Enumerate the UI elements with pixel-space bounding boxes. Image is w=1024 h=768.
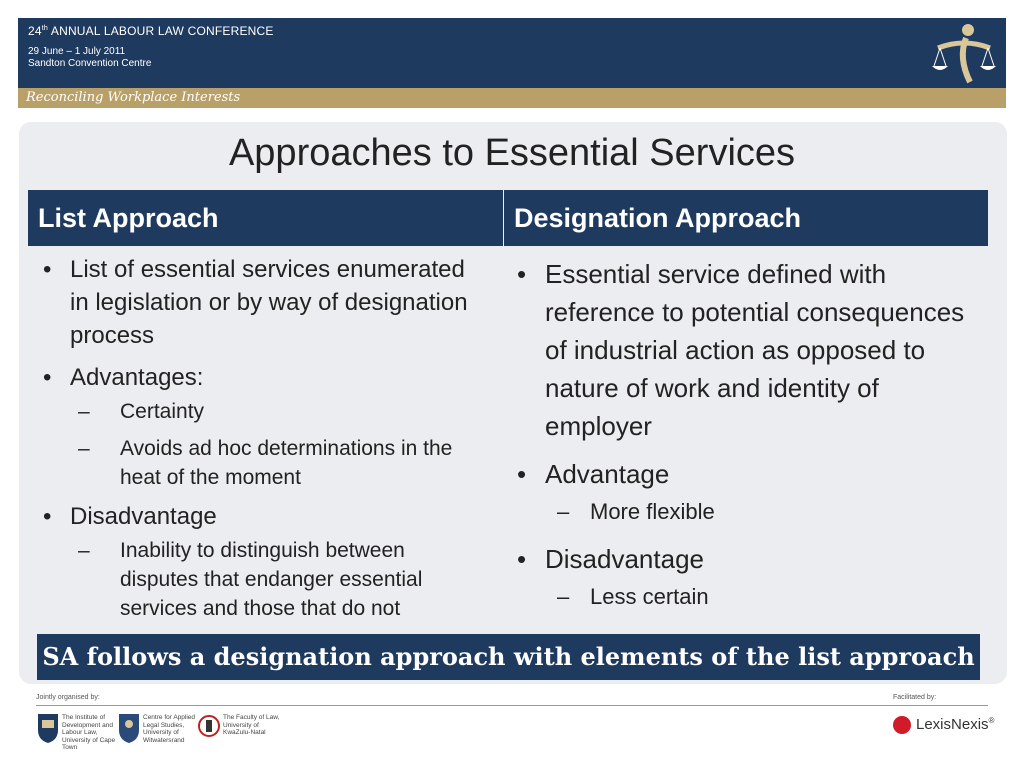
list-item: • Disadvantage bbox=[38, 500, 483, 533]
lexisnexis-logo-icon bbox=[893, 716, 911, 734]
org-wits: Centre for Applied Legal Studies, University of Witwatersrand bbox=[143, 714, 196, 744]
sub-item: – Less certain bbox=[557, 582, 982, 612]
org-ukzn: The Faculty of Law, University of KwaZulu-Natal bbox=[223, 714, 280, 736]
list-item: • Disadvantage bbox=[512, 540, 982, 578]
list-item: • List of essential services enumerated in legislation or by way of designation process bbox=[38, 253, 483, 352]
scales-of-justice-icon bbox=[928, 18, 1000, 86]
sub-item: – Certainty bbox=[78, 397, 483, 426]
sub-item: – Avoids ad hoc determinations in the heat of the moment bbox=[78, 434, 483, 492]
conference-banner bbox=[18, 18, 1006, 108]
list-item: • Advantage bbox=[512, 455, 982, 493]
slide-title: Approaches to Essential Services bbox=[228, 132, 796, 174]
list-item: • Advantages: bbox=[38, 361, 483, 394]
sub-item: – More flexible bbox=[557, 497, 982, 527]
conference-dates: 29 June – 1 July 2011 bbox=[28, 46, 126, 57]
lexisnexis-wordmark: LexisNexis® bbox=[916, 716, 995, 733]
uct-crest-icon bbox=[36, 712, 60, 744]
ukzn-crest-icon bbox=[197, 712, 221, 744]
list-approach-header: List Approach bbox=[28, 190, 503, 246]
footer bbox=[0, 690, 1024, 768]
facilitated-label: Facilitated by: bbox=[893, 694, 937, 701]
conference-title: 24th ANNUAL LABOUR LAW CONFERENCE bbox=[28, 24, 274, 38]
tagline-bar bbox=[18, 88, 1006, 108]
org-uct: The Institute of Development and Labour Law, University of Cape Town bbox=[62, 714, 116, 751]
footer-divider bbox=[36, 705, 988, 706]
conclusion-banner: SA follows a designation approach with elements of the list approach bbox=[37, 634, 980, 680]
wits-crest-icon bbox=[117, 712, 141, 744]
jointly-organised-label: Jointly organised by: bbox=[36, 694, 100, 701]
conference-venue: Sandton Convention Centre bbox=[28, 58, 152, 69]
designation-approach-column bbox=[512, 255, 982, 625]
list-item: • Essential service defined with reference to potential consequences of industrial action as opposed to nature of work and identity of employer bbox=[512, 255, 982, 445]
tagline: Reconciling Workplace Interests bbox=[26, 90, 241, 105]
sub-item: – Inability to distinguish between disputes that endanger essential services and those that do not bbox=[78, 536, 483, 623]
designation-approach-header: Designation Approach bbox=[504, 190, 988, 246]
list-approach-column bbox=[38, 253, 483, 631]
